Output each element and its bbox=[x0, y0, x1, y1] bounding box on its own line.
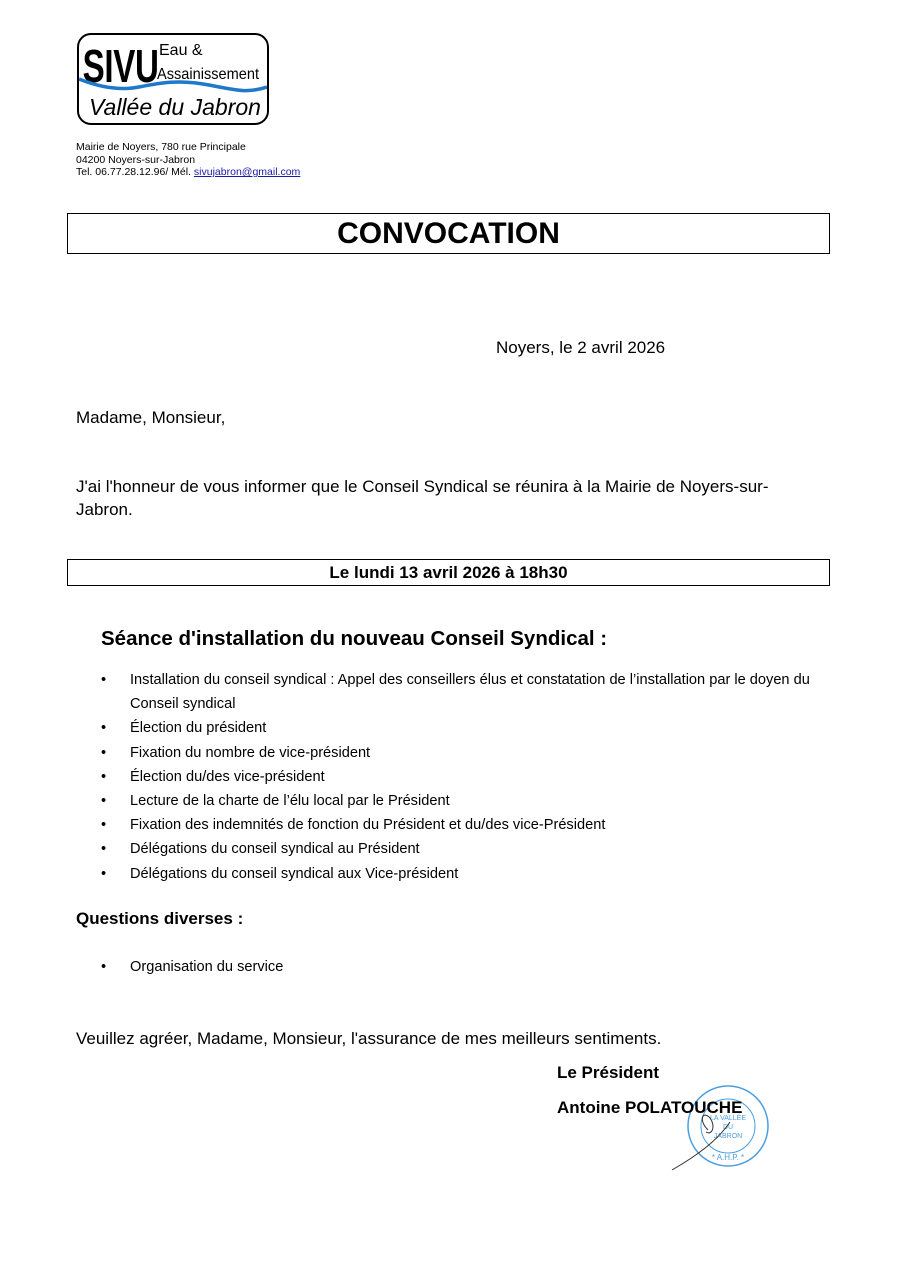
list-item bbox=[101, 765, 831, 789]
logo bbox=[77, 33, 269, 125]
list-item-text: Élection du président bbox=[130, 720, 267, 737]
logo-line1: Eau & bbox=[159, 42, 203, 59]
signature-name: Antoine POLATOUCHE bbox=[557, 1098, 743, 1117]
list-item bbox=[101, 862, 831, 886]
bullet-icon: • bbox=[101, 768, 107, 785]
logo-line2: Assainissement bbox=[157, 66, 260, 83]
list-item-text: Délégations du conseil syndical au Président bbox=[130, 841, 420, 858]
list-item bbox=[101, 837, 831, 861]
page-title: CONVOCATION bbox=[67, 213, 830, 254]
bullet-icon: • bbox=[101, 720, 107, 737]
logo-line3: Vallée du Jabron bbox=[89, 94, 261, 120]
list-item bbox=[101, 789, 831, 813]
address-block bbox=[76, 141, 300, 179]
bullet-icon: • bbox=[101, 793, 107, 810]
intro-paragraph: J'ai l'honneur de vous informer que le Conseil Syndical se réunira à la Mairie de Noyers-sur-Jabron. bbox=[76, 477, 769, 519]
address-line: 04200 Noyers-sur-Jabron bbox=[76, 153, 196, 166]
address-line bbox=[76, 166, 300, 179]
misc-list bbox=[101, 955, 831, 979]
salutation: Madame, Monsieur, bbox=[76, 408, 226, 427]
bullet-icon: • bbox=[101, 744, 107, 761]
bullet-icon: • bbox=[101, 672, 107, 688]
address-line: Mairie de Noyers, 780 rue Principale bbox=[76, 141, 246, 153]
stamp-signature bbox=[668, 1080, 790, 1175]
logo-sivu: SIVU bbox=[82, 41, 159, 93]
list-item bbox=[101, 955, 831, 979]
list-item-text: Organisation du service bbox=[130, 959, 284, 975]
list-item bbox=[101, 813, 831, 837]
meeting-date: Le lundi 13 avril 2026 à 18h30 bbox=[67, 559, 830, 586]
closing: Veuillez agréer, Madame, Monsieur, l'assurance de mes meilleurs sentiments. bbox=[76, 1029, 662, 1048]
list-item-text: Délégations du conseil syndical aux Vice-président bbox=[130, 865, 459, 882]
list-item bbox=[101, 716, 831, 740]
email-link[interactable]: sivujabron@gmail.com bbox=[193, 166, 301, 178]
bullet-icon: • bbox=[101, 841, 107, 858]
phone-text: Tel. 06.77.28.12.96/ Mél. bbox=[76, 166, 194, 178]
agenda-heading: Séance d'installation du nouveau Conseil Syndical : bbox=[101, 627, 608, 650]
list-item bbox=[101, 741, 831, 765]
bullet-icon: • bbox=[101, 959, 107, 975]
bullet-icon: • bbox=[101, 817, 107, 834]
misc-heading: Questions diverses : bbox=[76, 909, 244, 928]
list-item-text: Fixation du nombre de vice-président bbox=[130, 744, 371, 761]
svg-text:LA VALLÉE: LA VALLÉE bbox=[709, 1115, 747, 1122]
signature-role: Le Président bbox=[557, 1063, 660, 1082]
place-date: Noyers, le 2 avril 2026 bbox=[496, 338, 666, 357]
list-item-text: Installation du conseil syndical : Appel des conseillers élus et constatation de l’installation par le doyen du Conseil syndical bbox=[130, 672, 810, 713]
list-item-text: Lecture de la charte de l’élu local par le Président bbox=[130, 793, 450, 810]
svg-text:DU: DU bbox=[722, 1124, 734, 1131]
bullet-icon: • bbox=[101, 865, 107, 882]
agenda-list bbox=[101, 668, 831, 886]
svg-text:JABRON: JABRON bbox=[713, 1133, 743, 1140]
list-item-text: Élection du/des vice-président bbox=[130, 768, 325, 785]
svg-text:* A.H.P. *: * A.H.P. * bbox=[711, 1153, 745, 1162]
list-item-text: Fixation des indemnités de fonction du Président et du/des vice-Président bbox=[130, 817, 606, 834]
list-item bbox=[101, 668, 831, 716]
